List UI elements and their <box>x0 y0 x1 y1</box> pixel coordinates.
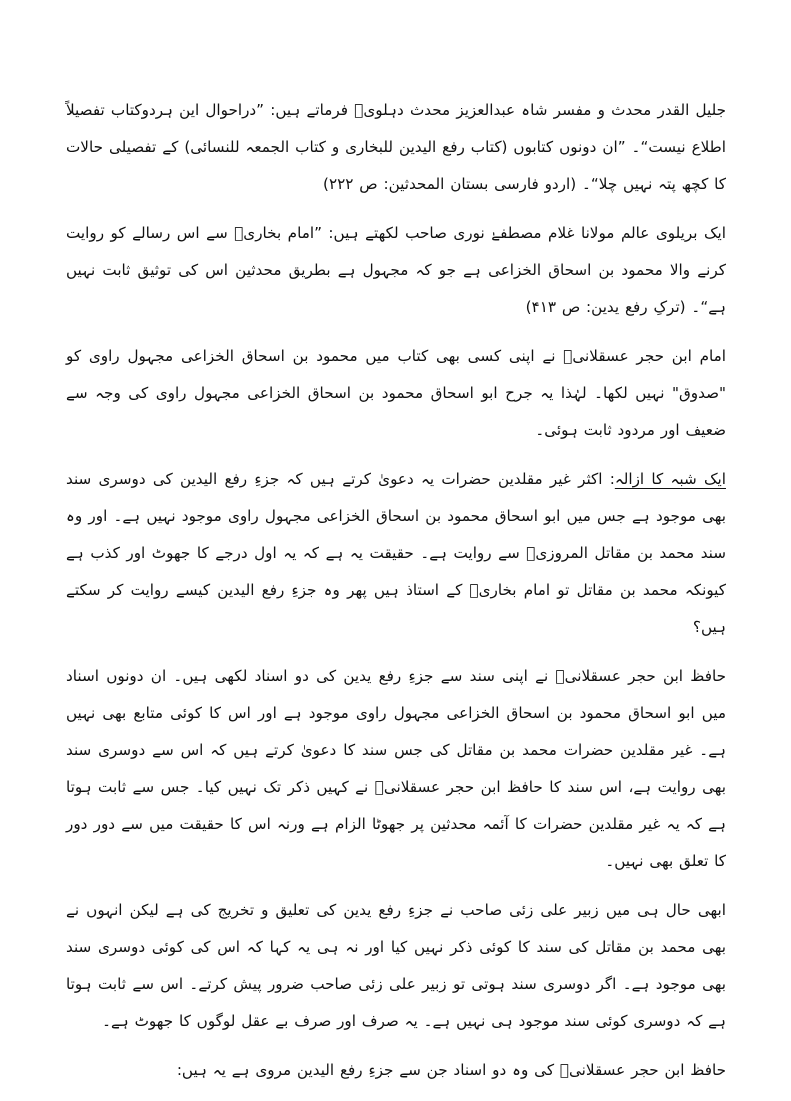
paragraph-noori-quote <box>66 215 726 326</box>
paragraph-text: : اکثر غیر مقلدین حضرات یہ دعویٰ کرتے ہیں کہ جزءِ رفع الیدین کی دوسری سند بھی موجود ہے جس میں ابو اسحاق محمود بن اسحاق الخزاعی مجہول راوی موجود نہیں ہے۔ اور وہ سند محمد بن مقاتل المروزیؒ سے روایت ہے۔ حقیقت یہ ہے کہ یہ اول درجے کا جھوٹ اور کذب ہے کیونکہ محمد بن مقاتل تو امام بخاریؒ کے استاذ ہیں پھر وہ جزءِ رفع الیدین کیسے روایت کر سکتے ہیں؟ <box>66 470 726 636</box>
paragraph-text: جلیل القدر محدث و مفسر شاہ عبدالعزیز محدث دہلویؒ فرماتے ہیں: ”دراحوال این ہردوکتاب تفصیلاً اطلاع نیست“۔ ”ان دونوں کتابوں (کتاب رفع الیدین للبخاری و کتاب الجمعہ للنسائی) کے تفصیلی حالات کا کچھ پتہ نہیں چلا“۔ (اردو فارسی بستان المحدثین: ص ۲۲۲) <box>66 101 726 193</box>
section-lead-heading: ایک شبہ کا ازالہ <box>614 470 726 488</box>
paragraph-closing-intro <box>66 1052 726 1089</box>
paragraph-text: حافظ ابن حجر عسقلانیؒ کی وہ دو اسناد جن سے جزءِ رفع الیدین مروی ہے یہ ہیں: <box>176 1061 726 1079</box>
paragraph-bustan-al-muhaddithin <box>66 92 726 203</box>
paragraph-two-isnads <box>66 658 726 880</box>
paragraph-text: حافظ ابن حجر عسقلانیؒ نے اپنی سند سے جزءِ رفع یدین کی دو اسناد لکھی ہیں۔ ان دونوں اسناد میں ابو اسحاق محمود بن اسحاق الخزاعی مجہول راوی موجود ہے اور اس کا کوئی متابع بھی نہیں ہے۔ غیر مقلدین حضرات محمد بن مقاتل کی جس سند کا دعویٰ کرتے ہیں کہ اس سے دوسری سند بھی روایت ہے، اس سند کا حافظ ابن حجر عسقلانیؒ نے کہیں ذکر تک نہیں کیا۔ جس سے ثابت ہوتا ہے کہ یہ غیر مقلدین حضرات کا آئمہ محدثین پر جھوٹا الزام ہے ورنہ اس کا حقیقت میں سے دور دور کا تعلق بھی نہیں۔ <box>66 667 726 870</box>
article-body <box>66 92 726 1101</box>
paragraph-text: ایک بریلوی عالم مولانا غلام مصطفےٰ نوری صاحب لکھتے ہیں: ”امام بخاریؒ سے اس رسالے کو روایت کرنے والا محمود بن اسحاق الخزاعی ہے جو کہ مجہول ہے بطریق محدثین اس کی توثیق ثابت نہیں ہے“۔ (ترکِ رفع یدین: ص ۴۱۳) <box>66 224 726 316</box>
paragraph-text: امام ابن حجر عسقلانیؒ نے اپنی کسی بھی کتاب میں محمود بن اسحاق الخزاعی مجہول راوی کو "صدوق" نہیں لکھا۔ لہٰذا یہ جرح ابو اسحاق محمود بن اسحاق الخزاعی مجہول راوی کی وجہ سے ضعیف اور مردود ثابت ہوئی۔ <box>66 347 726 439</box>
paragraph-zubair-ali-zai <box>66 892 726 1040</box>
paragraph-ibn-hajar-saduq <box>66 338 726 449</box>
paragraph-text: ابھی حال ہی میں زبیر علی زئی صاحب نے جزءِ رفع یدین کی تعلیق و تخریج کی ہے لیکن انہوں نے بھی محمد بن مقاتل کی سند کا کوئی ذکر نہیں کیا اور نہ ہی یہ کہا کہ اس کی کوئی دوسری سند بھی موجود ہے۔ اگر دوسری سند ہوتی تو زبیر علی زئی صاحب ضرور پیش کرتے۔ اس سے ثابت ہوتا ہے کہ دوسری کوئی سند موجود ہی نہیں ہے۔ یہ صرف اور صرف بے عقل لوگوں کا جھوٹ ہے۔ <box>66 901 726 1030</box>
paragraph-doubt-removal <box>66 461 726 646</box>
